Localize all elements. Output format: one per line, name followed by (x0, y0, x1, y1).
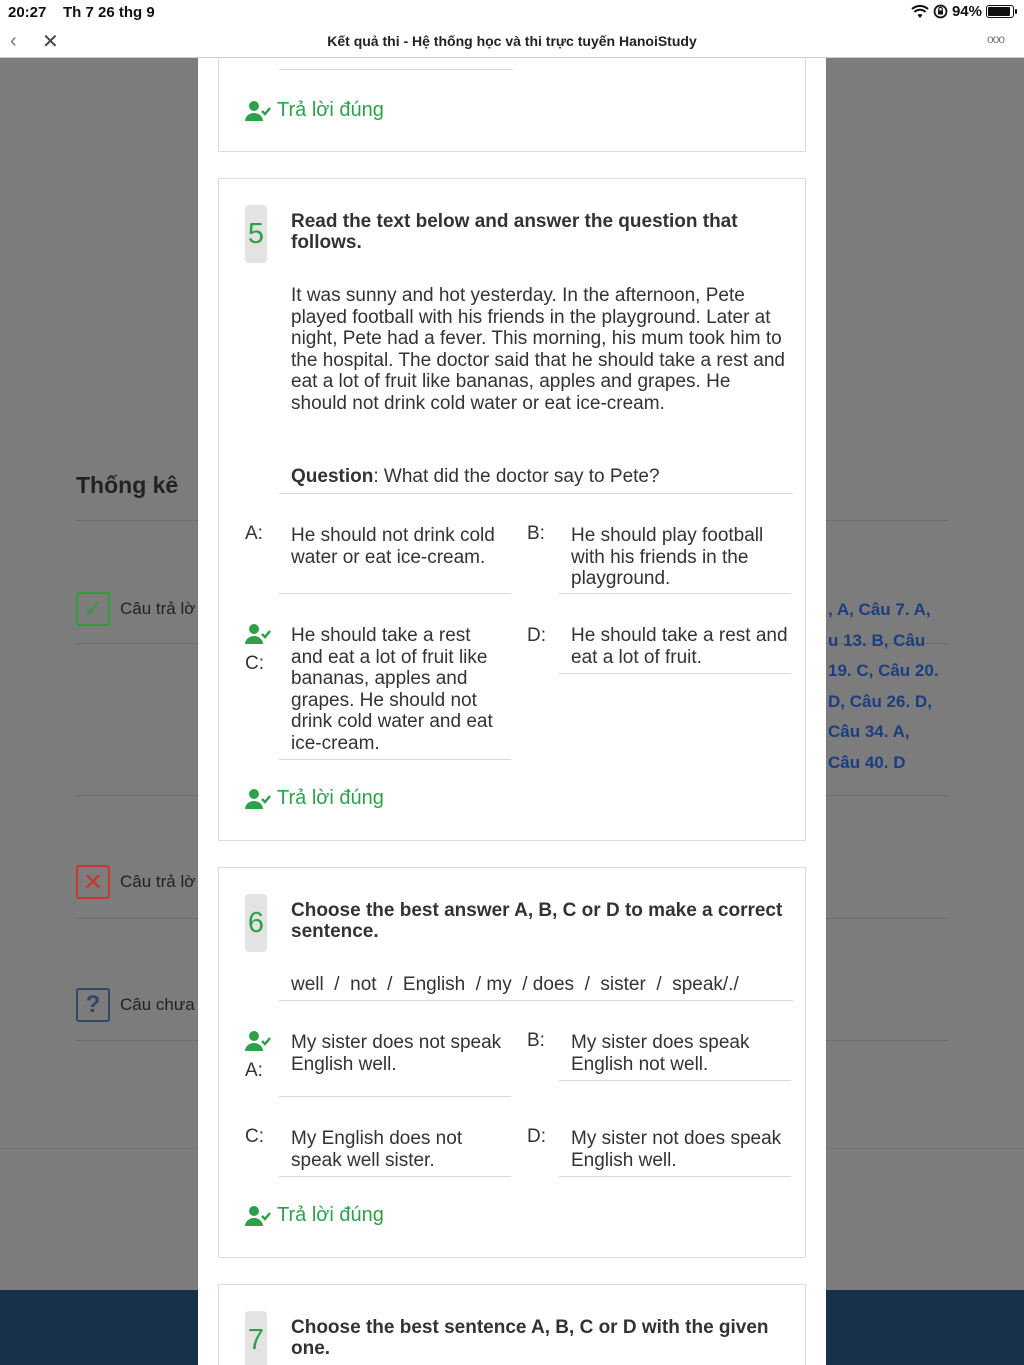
stats-row-label: Câu trả lờ (120, 599, 196, 618)
option-a-label: A: (245, 1060, 263, 1081)
option-underline (559, 593, 791, 594)
result-correct (245, 787, 384, 810)
user-check-icon (245, 1030, 271, 1052)
question-number: 6 (245, 894, 267, 952)
option-b[interactable]: My sister does speak English not well. (571, 1032, 750, 1075)
option-d-label: D: (527, 1126, 546, 1147)
option-underline (279, 759, 511, 760)
reading-passage: It was sunny and hot yesterday. In the afternoon, Pete played football with his friends in the playground. Later at night, Pete had a fever. This morning, his mum took him to the hospital. The doctor said that he should take a rest and eat a lot of fruit like bananas, apples and grapes. He should not drink cold water or eat ice-cream. (291, 285, 785, 414)
stats-row-label: Câu chưa (120, 995, 195, 1014)
browser-bar (0, 26, 1024, 58)
answer-summary-line: D, Câu 26. D, (828, 691, 932, 711)
more-menu-button[interactable]: ooo (986, 32, 1004, 46)
option-a[interactable]: My sister does not speak English well. (291, 1032, 502, 1075)
answer-summary-line: u 13. B, Câu (828, 630, 926, 650)
checkbox-correct-icon: ✓ (76, 592, 110, 626)
stats-heading: Thống kê (76, 472, 179, 498)
status-date: Th 7 26 thg 9 (63, 4, 155, 21)
option-d[interactable]: He should take a rest and eat a lot of fruit. (571, 625, 788, 668)
battery-percent: 94% (951, 3, 982, 20)
rotation-lock-icon (933, 4, 948, 19)
stats-row-label: Câu trả lờ (120, 872, 196, 891)
divider (279, 493, 793, 494)
option-d[interactable]: My sister not does speak English well. (571, 1128, 782, 1171)
option-b[interactable]: He should play football with his friends in the playground. (571, 525, 764, 589)
checkbox-wrong-icon: ✕ (76, 865, 110, 899)
page-title: Kết quả thi - Hệ thống học và thi trực tuyến HanoiStudy (327, 33, 697, 49)
question-title: Choose the best sentence A, B, C or D with the given one. (291, 1317, 769, 1359)
question-card-5 (218, 178, 806, 841)
option-b-label: B: (527, 523, 545, 544)
question-title: Read the text below and answer the question that follows. (291, 211, 738, 253)
question-number: 7 (245, 1311, 267, 1365)
battery-icon (986, 5, 1014, 18)
option-underline (279, 1176, 511, 1177)
option-c-label: C: (245, 1126, 264, 1147)
question-prompt: well / not / English / my / does / sister / speak/./ (291, 974, 739, 995)
result-text: Trả lời đúng (277, 787, 384, 809)
status-time: 20:27 (8, 4, 47, 21)
option-underline (559, 673, 791, 674)
status-bar (0, 0, 1024, 26)
result-correct (245, 1204, 384, 1227)
option-underline (559, 1176, 791, 1177)
result-correct (245, 99, 384, 122)
option-a-label: A: (245, 523, 263, 544)
result-text: Trả lời đúng (277, 1204, 384, 1226)
user-check-icon (245, 100, 271, 122)
status-right (911, 3, 1014, 20)
question-number: 5 (245, 205, 267, 263)
answer-summary-line: Câu 34. A, (828, 722, 910, 741)
option-c[interactable]: My English does not speak well sister. (291, 1128, 463, 1171)
close-button[interactable]: ✕ (42, 31, 59, 53)
user-check-icon (245, 1205, 271, 1227)
option-underline (279, 69, 513, 70)
stats-row-wrong[interactable] (76, 865, 195, 899)
option-a[interactable]: He should not drink cold water or eat ice-cream. (291, 525, 495, 568)
option-underline (559, 1080, 791, 1081)
question-text: : What did the doctor say to Pete? (373, 466, 660, 487)
option-c-label: C: (245, 653, 264, 674)
question-card-4 (218, 58, 806, 152)
answer-summary[interactable] (828, 595, 939, 778)
results-modal[interactable] (198, 58, 826, 1365)
question-card-6 (218, 867, 806, 1258)
back-button[interactable]: ‹ (10, 30, 17, 52)
answer-summary-line: , A, Câu 7. A, (828, 600, 931, 619)
result-text: Trả lời đúng (277, 99, 384, 121)
divider (279, 1000, 793, 1001)
answer-summary-line: Câu 40. D (828, 752, 906, 772)
stats-row-unanswered[interactable] (76, 988, 195, 1022)
option-d-label: D: (527, 625, 546, 646)
answer-summary-line: 19. C, Câu 20. (828, 661, 939, 680)
option-underline (279, 1096, 511, 1097)
stats-row-correct[interactable] (76, 592, 195, 626)
question-box-icon: ? (76, 988, 110, 1022)
question-label: Question (291, 466, 374, 487)
question-prompt (291, 466, 791, 488)
user-check-icon (245, 623, 271, 645)
option-c[interactable]: He should take a rest and eat a lot of fruit like bananas, apples and grapes. He should not drink cold water and eat ice-cream. (291, 625, 493, 754)
question-title: Choose the best answer A, B, C or D to make a correct sentence. (291, 900, 783, 942)
wifi-icon (911, 5, 929, 19)
option-b-label: B: (527, 1030, 545, 1051)
question-card-7 (218, 1284, 806, 1365)
option-underline (279, 593, 511, 594)
user-check-icon (245, 788, 271, 810)
